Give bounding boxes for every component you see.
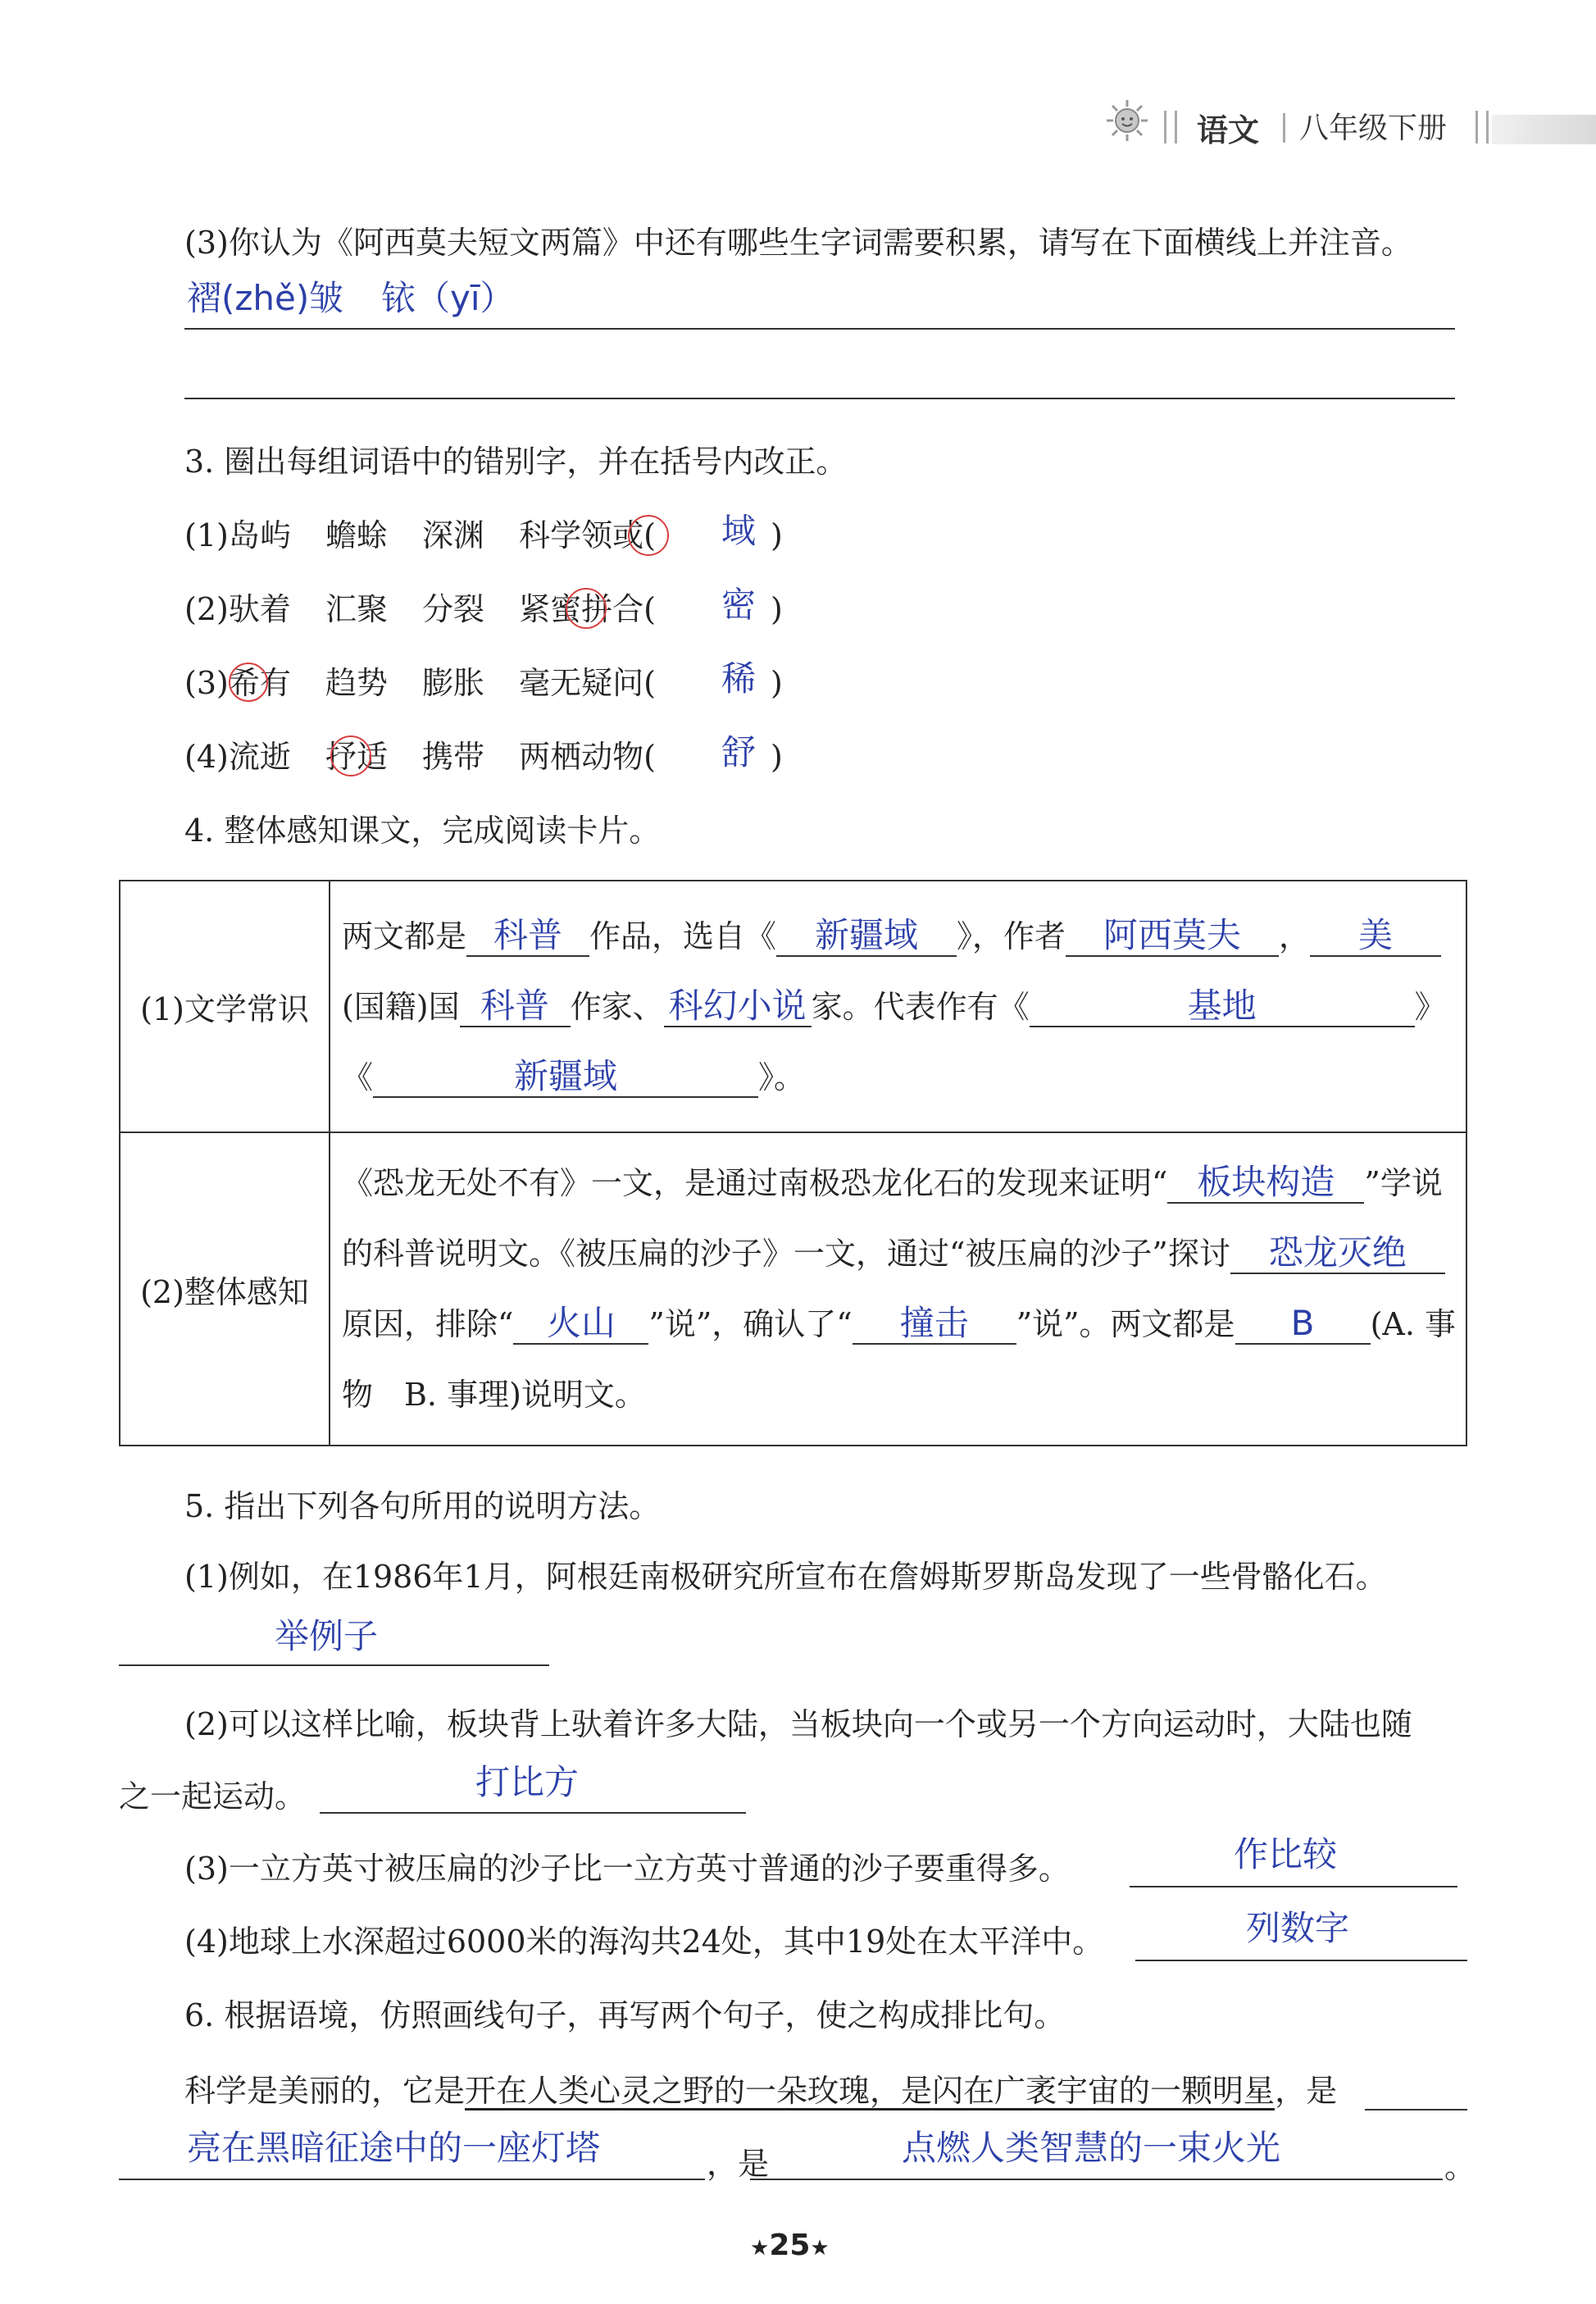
q3-word: 两栖动物: [519, 739, 644, 775]
q3-word: 汇聚: [325, 591, 388, 627]
q3-row-4: (4)流逝 抒适 携带 两栖动物( ): [184, 739, 783, 775]
card-answer: 科普: [466, 916, 589, 957]
q5-answer-3: 作比较: [1234, 1834, 1338, 1874]
q5-sentence-1: (1)例如，在1986年1月，阿根廷南极研究所宣布在詹姆斯罗斯岛发现了一些骨骼化石。: [184, 1559, 1387, 1595]
q3-word: 科学领或: [519, 517, 644, 553]
q3-word: 岛屿: [228, 517, 291, 553]
q3-prompt: 3. 圈出每组词语中的错别字，并在括号内改正。: [184, 444, 848, 480]
q3-correction-3: 稀: [721, 658, 757, 699]
q6-underline-2: 闪在广袤宇宙的一颗明星: [932, 2073, 1275, 2109]
q3-word: 膨胀: [422, 665, 485, 701]
q6-line-1: [119, 2179, 705, 2180]
star-icon: ★: [750, 2236, 770, 2261]
card-label-2: (2)整体感知: [120, 1132, 330, 1446]
q3-row-num: (3): [184, 665, 229, 701]
q3-word: 紧蜜拼合: [519, 591, 644, 627]
header-divider-1: [1164, 111, 1177, 143]
q6-join: ，是: [707, 2146, 770, 2182]
q5-answer-4: 列数字: [1246, 1908, 1350, 1948]
q6-prompt: 6. 根据语境，仿照画线句子，再写两个句子，使之构成排比句。: [184, 1997, 1066, 2033]
card-body-2: 《恐龙无处不有》一文，是通过南极恐龙化石的发现来证明“ 板块构造 ”学说 的科普说明文。《被压扁的沙子》一文，通过“被压扁的沙子”探讨 恐龙灭绝 原因，排除“ 火山 ”说”，确认了“ 撞击 ”说”。两文都是 B (A. 事 物 B. 事理)说明文。: [330, 1132, 1466, 1446]
q5-line-3: [1130, 1886, 1457, 1887]
card-label-1: (1)文学常识: [120, 881, 330, 1132]
q3-word: 流逝: [228, 739, 291, 775]
card-answer: B: [1235, 1304, 1371, 1345]
q5-line-2: [320, 1812, 746, 1814]
q3-correction-1: 域: [721, 511, 757, 551]
q3-correction-2: 密: [721, 585, 757, 625]
q5-sentence-4: (4)地球上水深超过6000米的海沟共24处，其中19处在太平洋中。: [184, 1924, 1104, 1960]
q3-circle-1: [628, 515, 669, 556]
q2-3-prompt: (3)你认为《阿西莫夫短文两篇》中还有哪些生字词需要积累，请写在下面横线上并注音。: [184, 225, 1412, 261]
card-answer: 火山: [513, 1304, 648, 1345]
q2-3-answer-1: 褶(zhě)皱: [187, 278, 344, 318]
q3-word: 分裂: [422, 591, 485, 627]
q6-answer-2: 点燃人类智慧的一束火光: [902, 2128, 1281, 2168]
card-answer: 新疆域: [373, 1057, 758, 1098]
q4-prompt: 4. 整体感知课文，完成阅读卡片。: [184, 813, 661, 849]
header-shade: [1492, 115, 1596, 144]
q3-word: 趋势: [325, 665, 388, 701]
header-divider-2: [1283, 113, 1285, 143]
card-answer: 撞击: [853, 1304, 1016, 1345]
q5-sentence-2b: 之一起运动。: [119, 1778, 307, 1815]
card-answer: 恐龙灭绝: [1230, 1233, 1445, 1274]
q6-line-2: [750, 2179, 1443, 2180]
card-answer: 基地: [1030, 986, 1415, 1027]
q6-sentence: 科学是美丽的，它是开在人类心灵之野的一朵玫瑰，是闪在广袤宇宙的一颗明星，是: [184, 2073, 1338, 2109]
q2-3-line-1: [184, 328, 1455, 330]
card-answer: 科普: [460, 986, 571, 1027]
q5-answer-2: 打比方: [475, 1762, 580, 1802]
q5-answer-1: 举例子: [275, 1616, 379, 1656]
q6-end: 。: [1444, 2149, 1476, 2185]
q3-row-1: (1)岛屿 蟾蜍 深渊 科学领或( ): [184, 517, 783, 553]
q3-word: 抒适: [325, 739, 388, 775]
q2-3-answer-2: 铱（yī）: [381, 278, 515, 318]
q3-word: 驮着: [228, 591, 291, 627]
q5-sentence-2a: (2)可以这样比喻，板块背上驮着许多大陆，当板块向一个或另一个方向运动时，大陆也随: [184, 1706, 1412, 1742]
q3-circle-4: [330, 735, 371, 776]
card-answer: 新疆域: [776, 916, 957, 957]
card-answer: 阿西莫夫: [1066, 916, 1279, 957]
q2-3-line-2: [184, 398, 1455, 399]
q6-line-0: [1365, 2109, 1467, 2110]
q3-row-2: (2)驮着 汇聚 分裂 紧蜜拼合( ): [184, 591, 783, 627]
header-grade: 八年级下册: [1299, 112, 1448, 145]
header-subject: 语文: [1197, 112, 1260, 148]
q3-word: 毫无疑问: [519, 665, 644, 701]
q5-line-1: [119, 1664, 549, 1666]
q3-row-3: (3)希有 趋势 膨胀 毫无疑问( ): [184, 665, 783, 701]
reading-card: [119, 880, 1467, 1446]
q5-sentence-3: (3)一立方英寸被压扁的沙子比一立方英寸普通的沙子要重得多。: [184, 1851, 1070, 1887]
card-answer: 美: [1310, 916, 1441, 957]
card-body-1: 两文都是 科普 作品，选自《 新疆域 》，作者 阿西莫夫 ， 美 (国籍)国 科普 作家、 科幻小说 家。代表作有《 基地 》 《 新疆域 》。: [330, 881, 1466, 1132]
q3-row-num: (1): [184, 517, 229, 553]
q3-row-num: (2): [184, 591, 229, 627]
star-icon: ★: [810, 2236, 830, 2261]
card-answer: 板块构造: [1167, 1163, 1364, 1204]
q3-word: 携带: [422, 739, 485, 775]
sun-icon: [1105, 98, 1149, 143]
card-answer: 科幻小说: [664, 986, 812, 1027]
q3-row-num: (4): [184, 739, 229, 775]
q5-line-4: [1135, 1960, 1467, 1961]
header-divider-3: [1476, 111, 1489, 143]
page-number: ★25★: [750, 2229, 830, 2262]
q6-underline-1: 开在人类心灵之野的一朵玫瑰: [465, 2073, 871, 2109]
q3-correction-4: 舒: [721, 732, 757, 772]
q5-prompt: 5. 指出下列各句所用的说明方法。: [184, 1488, 661, 1524]
q3-word: 深渊: [422, 517, 485, 553]
q3-circle-3: [229, 663, 268, 702]
q3-word: 希有: [228, 665, 291, 701]
q3-circle-2: [566, 588, 607, 629]
q6-answer-1: 亮在黑暗征途中的一座灯塔: [187, 2128, 601, 2168]
q3-word: 蟾蜍: [325, 517, 388, 553]
